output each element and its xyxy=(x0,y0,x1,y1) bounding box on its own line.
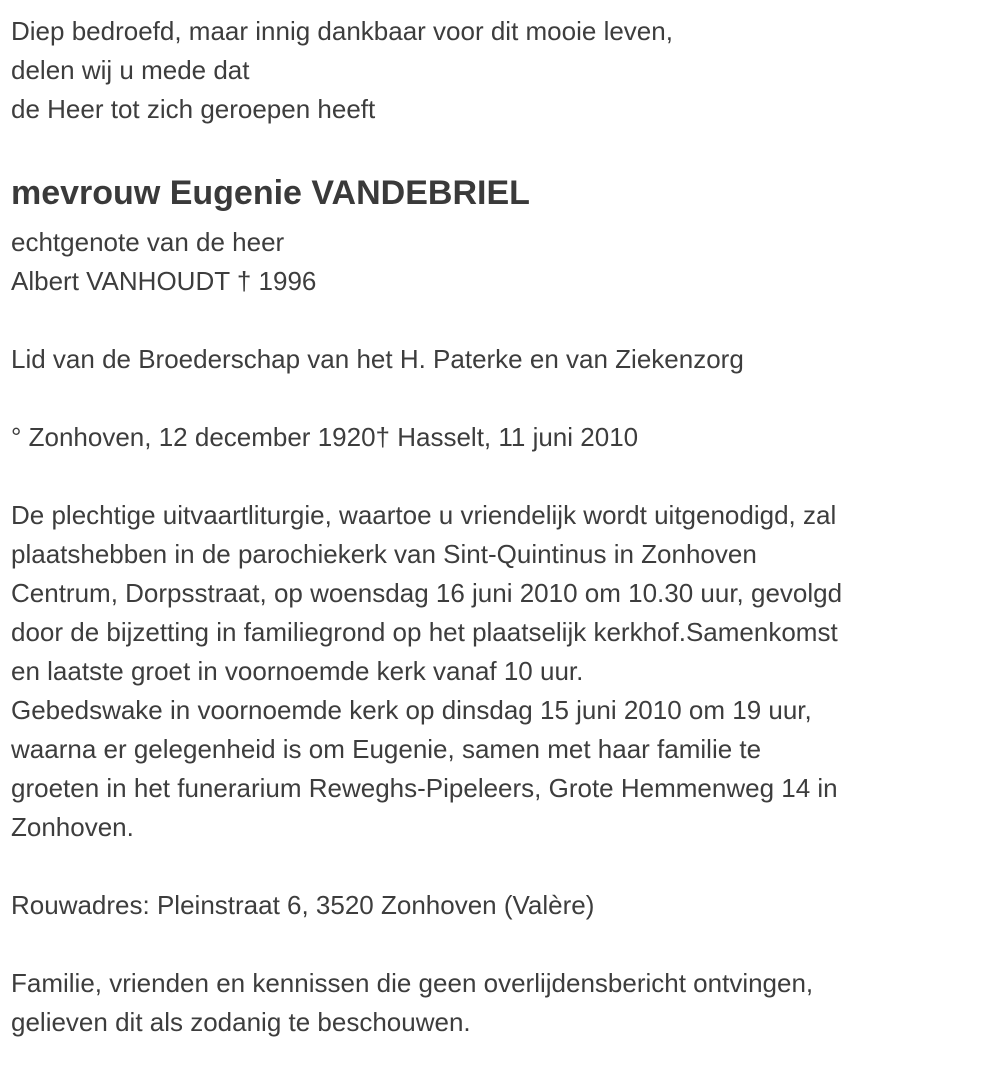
intro-line-3: de Heer tot zich geroepen heeft xyxy=(11,94,376,124)
intro-section xyxy=(11,12,990,129)
spouse-line-1: echtgenote van de heer xyxy=(11,227,285,257)
spouse-line-2: Albert VANHOUDT † 1996 xyxy=(11,266,317,296)
funeral-line-7: waarna er gelegenheid is om Eugenie, samen met haar familie te xyxy=(11,734,762,764)
funeral-line-9: Zonhoven. xyxy=(11,812,134,842)
funeral-line-1: De plechtige uitvaartliturgie, waartoe u vriendelijk wordt uitgenodigd, zal xyxy=(11,500,837,530)
intro-line-1: Diep bedroefd, maar innig dankbaar voor dit mooie leven, xyxy=(11,16,673,46)
funeral-line-5: en laatste groet in voornoemde kerk vanaf 10 uur. xyxy=(11,656,584,686)
closing-line-1: Familie, vrienden en kennissen die geen overlijdensbericht ontvingen, xyxy=(11,968,814,998)
closing-section xyxy=(11,964,990,1042)
deceased-name: mevrouw Eugenie VANDEBRIEL xyxy=(11,174,530,212)
funeral-line-2: plaatshebben in de parochiekerk van Sint-Quintinus in Zonhoven xyxy=(11,539,757,569)
spouse-section xyxy=(11,223,990,301)
funeral-line-3: Centrum, Dorpsstraat, op woensdag 16 juni 2010 om 10.30 uur, gevolgd xyxy=(11,578,843,608)
funeral-line-8: groeten in het funerarium Reweghs-Pipeleers, Grote Hemmenweg 14 in xyxy=(11,773,838,803)
intro-line-2: delen wij u mede dat xyxy=(11,55,250,85)
membership-line: Lid van de Broederschap van het H. Paterke en van Ziekenzorg xyxy=(11,344,744,374)
funeral-line-4: door de bijzetting in familiegrond op het plaatselijk kerkhof.Samenkomst xyxy=(11,617,838,647)
funeral-details-section xyxy=(11,496,990,847)
closing-line-2: gelieven dit als zodanig te beschouwen. xyxy=(11,1007,471,1037)
birth-death-line: ° Zonhoven, 12 december 1920† Hasselt, 11 juni 2010 xyxy=(11,422,639,452)
mourning-address-line: Rouwadres: Pleinstraat 6, 3520 Zonhoven (Valère) xyxy=(11,890,595,920)
funeral-line-6: Gebedswake in voornoemde kerk op dinsdag 15 juni 2010 om 19 uur, xyxy=(11,695,812,725)
